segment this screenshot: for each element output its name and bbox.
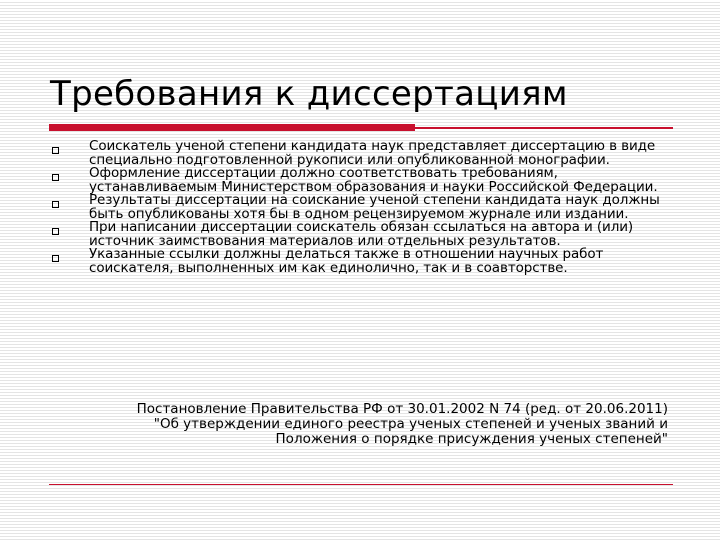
list-item-text: Соискатель ученой степени кандидата наук представляет диссертацию в виде специально подготовленной рукописи или опубликованной монографии. (89, 138, 656, 168)
list-item-text: При написании диссертации соискатель обязан ссылаться на автора и (или) источник заимствования материалов или отдельных результатов. (89, 219, 634, 249)
square-bullet-icon (52, 255, 59, 262)
citation-line: Положения о порядке присуждения ученых степеней" (275, 431, 668, 447)
requirements-list (50, 140, 670, 275)
legal-citation (80, 402, 668, 447)
list-item (50, 140, 670, 167)
list-item-text: Указанные ссылки должны делаться также в отношении научных работ соискателя, выполненных им как единолично, так и в соавторстве. (89, 246, 604, 276)
square-bullet-icon (52, 201, 59, 208)
list-item (50, 167, 670, 194)
citation-line: Постановление Правительства РФ от 30.01.2002 N 74 (ред. от 20.06.2011) (136, 401, 668, 417)
footer-divider (49, 484, 673, 485)
square-bullet-icon (52, 228, 59, 235)
list-item (50, 221, 670, 248)
square-bullet-icon (52, 147, 59, 154)
list-item (50, 248, 670, 275)
list-item-text: Результаты диссертации на соискание ученой степени кандидата наук должны быть опубликованы хотя бы в одном рецензируемом журнале или издании. (89, 192, 660, 222)
citation-line: "Об утверждении единого реестра ученых степеней и ученых званий и (153, 416, 668, 432)
slide-title: Требования к диссертациям (50, 74, 568, 114)
square-bullet-icon (52, 174, 59, 181)
list-item-text: Оформление диссертации должно соответствовать требованиям, устанавливаемым Министерством образования и науки Российской Федерации. (89, 165, 658, 195)
title-underline-accent (49, 124, 415, 131)
list-item (50, 194, 670, 221)
